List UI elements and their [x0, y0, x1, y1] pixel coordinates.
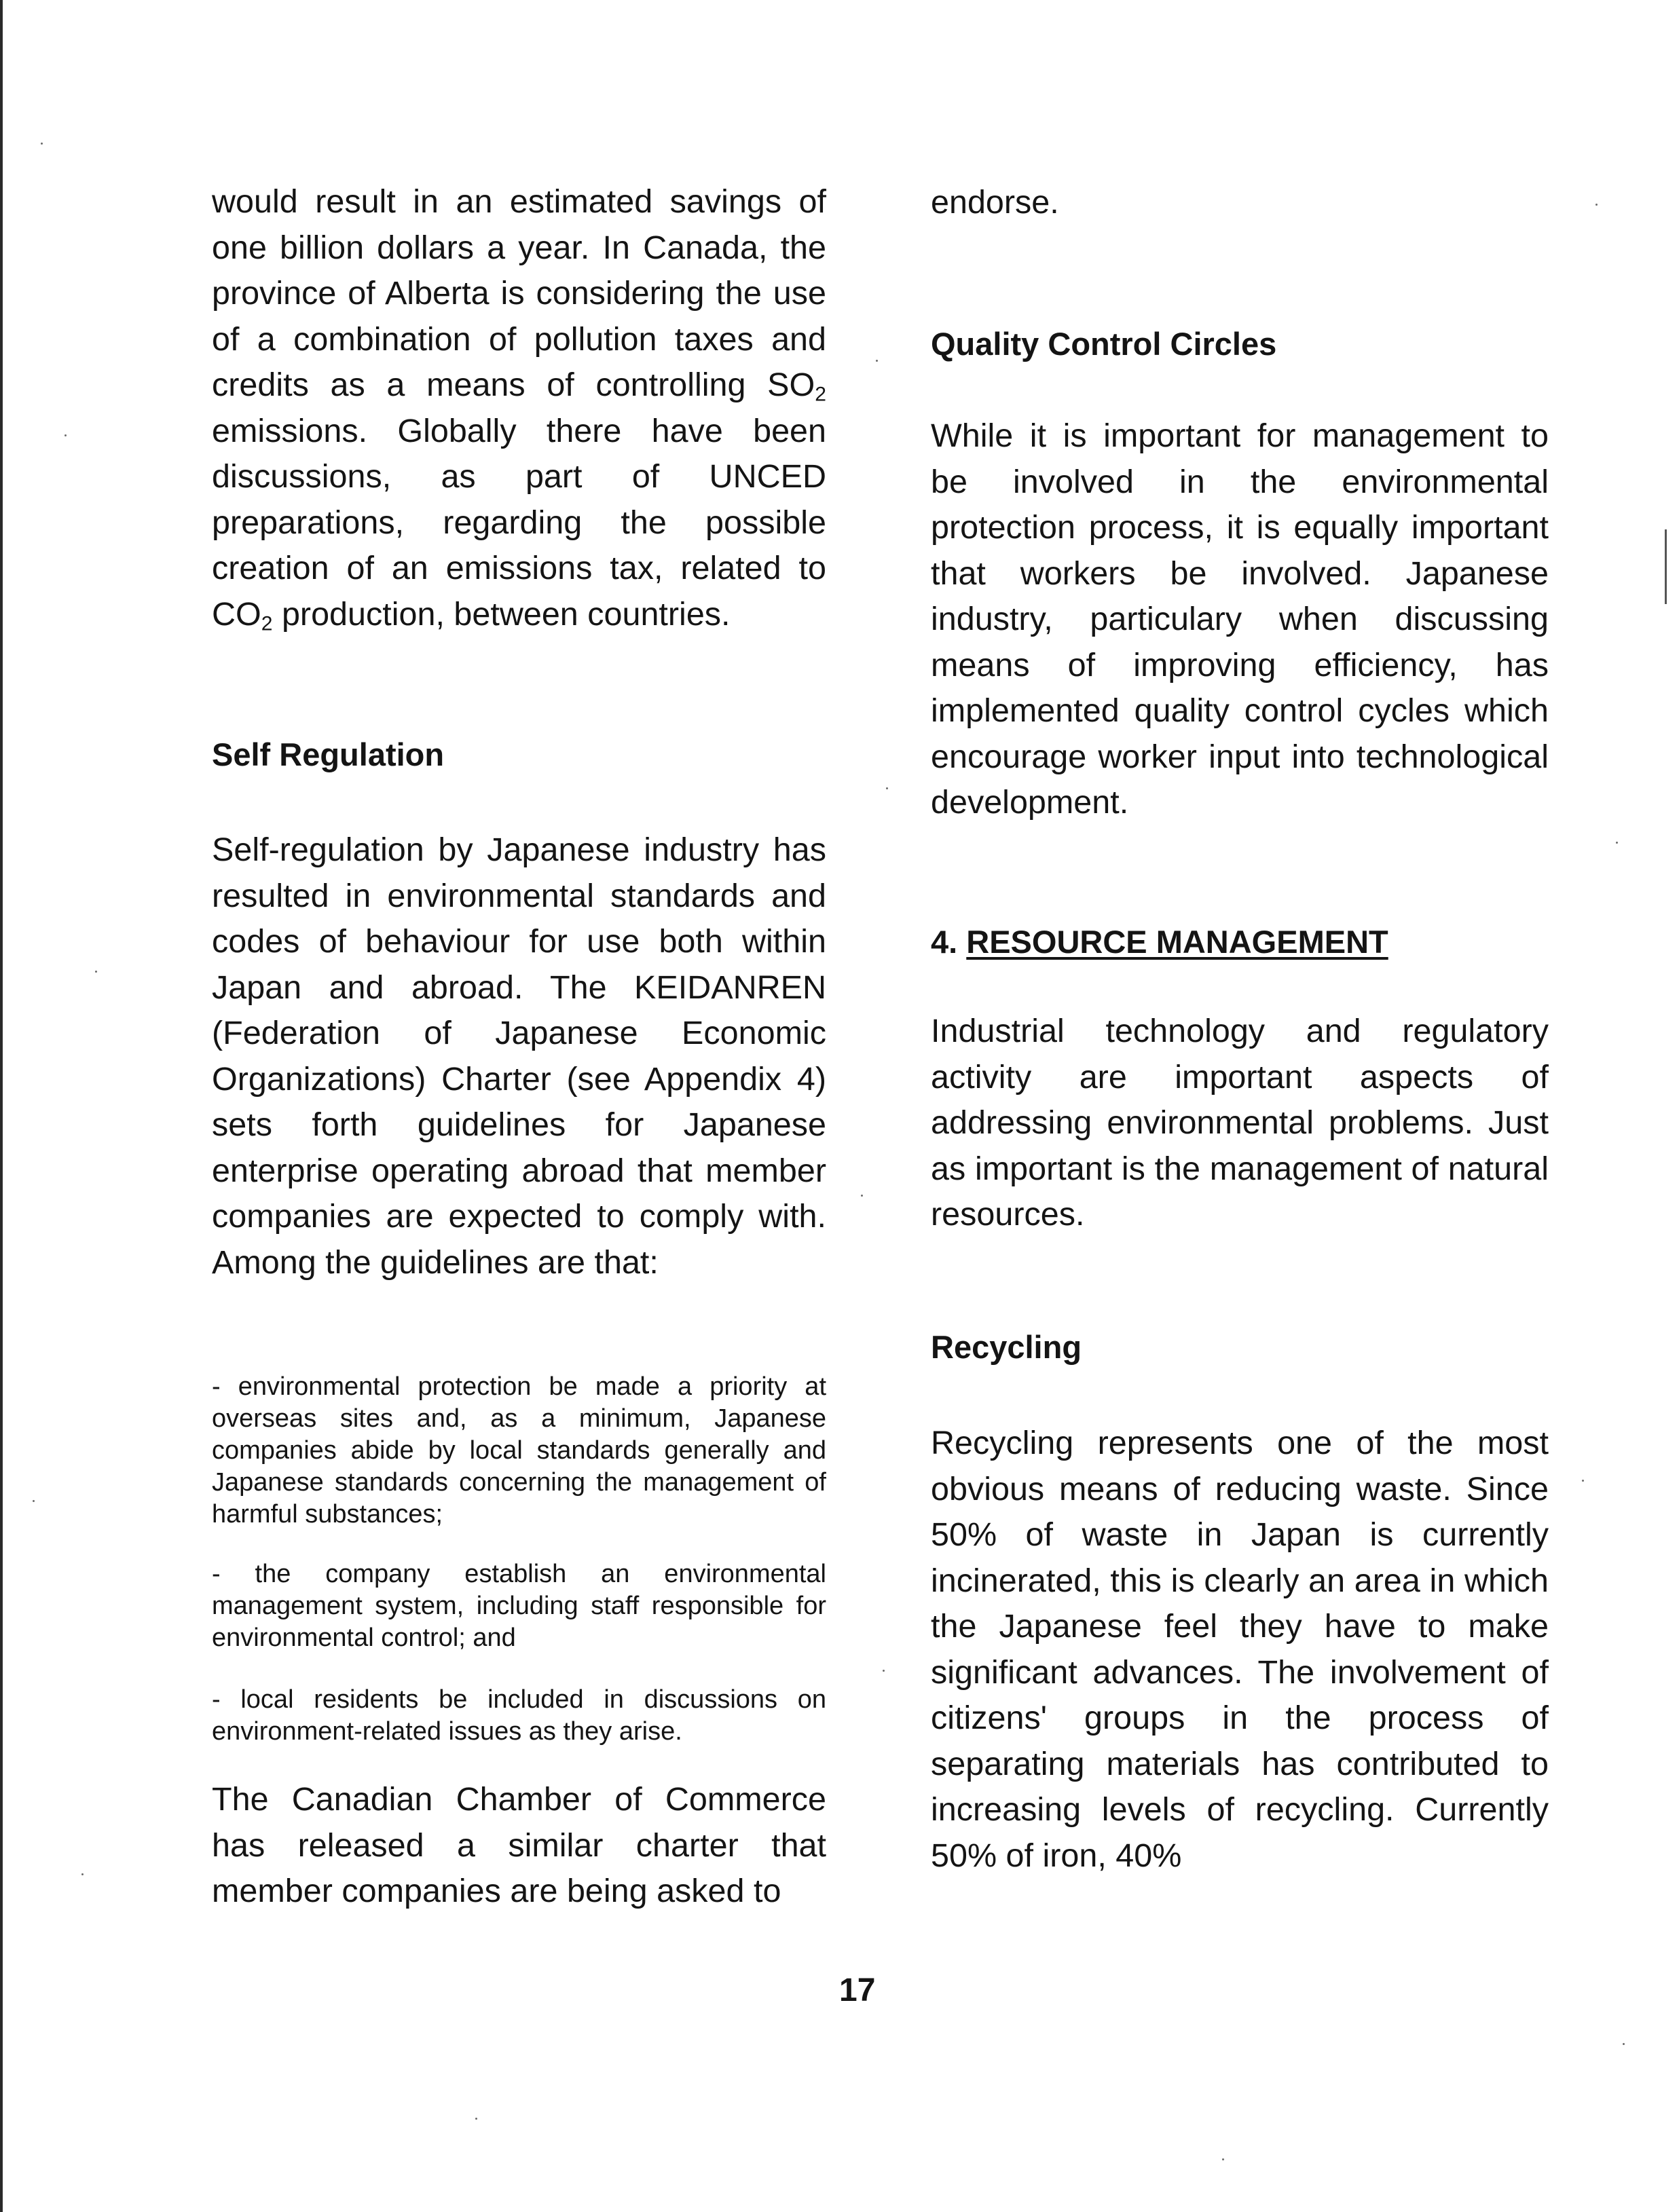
guideline-item-1: - environmental protection be made a priority at overseas sites and, as a minimum, Japanese companies abide by local standards generally and Japanese standards concerning the management of harmful substances;	[212, 1372, 826, 1529]
scan-border-left	[0, 0, 3, 2212]
guideline-item-2: - the company establish an environmental management system, including staff responsible for environmental control; and	[212, 1560, 826, 1652]
resource-management-paragraph: Industrial technology and regulatory activity are important aspects of addressing environmental problems. Just as important is the management of natural resources.	[931, 1013, 1549, 1233]
quality-control-paragraph: While it is important for management to be involved in the environmental protection process, it is equally important that workers be involved. Japanese industry, particulary when discussing means of improving efficiency, has implemented quality control cycles which encourage worker input into technological development.	[931, 417, 1549, 821]
page-number: 17	[839, 1972, 876, 2008]
chamber-of-commerce-paragraph: The Canadian Chamber of Commerce has released a similar charter that member companies are being asked to	[212, 1781, 826, 1909]
recycling-heading: Recycling	[931, 1329, 1082, 1365]
resource-management-heading: 4. RESOURCE MANAGEMENT	[931, 924, 1388, 960]
self-regulation-heading: Self Regulation	[212, 736, 445, 772]
scan-border-right	[1665, 529, 1667, 604]
continuation-text: endorse.	[931, 184, 1059, 221]
guideline-item-3: - local residents be included in discussions on environment-related issues as they arise.	[212, 1685, 826, 1746]
recycling-paragraph: Recycling represents one of the most obvious means of reducing waste. Since 50% of waste in Japan is currently incinerated, this is clearly an area in which the Japanese feel they have to make significant advances. The involvement of citizens' groups in the process of separating materials has contributed to increasing levels of recycling. Currently 50% of iron, 40%	[931, 1425, 1549, 1874]
quality-control-heading: Quality Control Circles	[931, 326, 1277, 362]
self-regulation-paragraph: Self-regulation by Japanese industry has resulted in environmental standards and codes of behaviour for use both within Japan and abroad. The KEIDANREN (Federation of Japanese Economic Organizations) Charter (see Appendix 4) sets forth guidelines for Japanese enterprise operating abroad that member companies are expected to comply with. Among the guidelines are that:	[212, 831, 826, 1281]
intro-paragraph: would result in an estimated savings of one billion dollars a year. In Canada, the province of Alberta is considering the use of a combination of pollution taxes and credits as a means of controlling $SO_2$ emissions. Globally there have been discussions, as part of UNCED preparations, regarding the possible creation of an emissions tax, related to $CO_2$ production, between countries.	[212, 183, 826, 635]
